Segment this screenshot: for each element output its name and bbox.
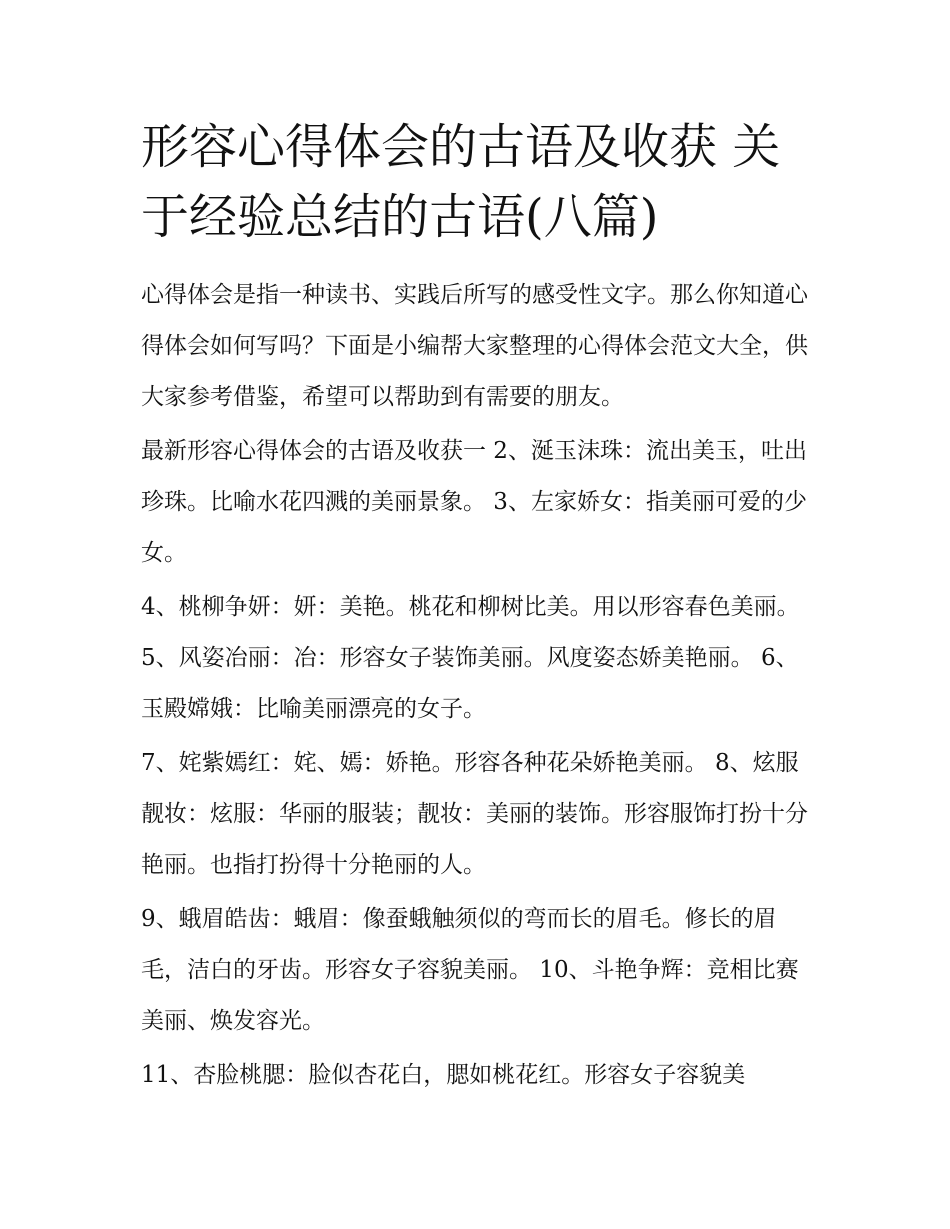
paragraph-intro: 心得体会是指一种读书、实践后所写的感受性文字。那么你知道心得体会如何写吗？下面是小编帮大家整理的心得体会范文大全，供大家参考借鉴，希望可以帮助到有需要的朋友。 — [141, 282, 808, 410]
paragraph-3: 7、姹紫嫣红：姹、嫣：娇艳。形容各种花朵娇艳美丽。 8、炫服靓妆：炫服：华丽的服装；靓妆：美丽的装饰。形容服饰打扮十分艳丽。也指打扮得十分艳丽的人。 — [141, 750, 808, 878]
paragraph-2: 4、桃柳争妍：妍：美艳。桃花和柳树比美。用以形容春色美丽。 5、风姿冶丽：冶：形容女子装饰美丽。风度姿态娇美艳丽。 6、玉殿嫦娥：比喻美丽漂亮的女子。 — [141, 594, 800, 722]
paragraph-4: 9、蛾眉皓齿：蛾眉：像蚕蛾触须似的弯而长的眉毛。修长的眉毛，洁白的牙齿。形容女子容貌美丽。 10、斗艳争辉：竞相比赛美丽、焕发容光。 — [141, 906, 799, 1034]
paragraph-1: 最新形容心得体会的古语及收获一 2、涎玉沫珠：流出美玉，吐出珍珠。比喻水花四溅的美丽景象。 3、左家娇女：指美丽可爱的少女。 — [141, 438, 807, 566]
document-body — [141, 112, 821, 1104]
document-title: 形容心得体会的古语及收获 关于经验总结的古语(八篇) — [141, 119, 781, 245]
paragraph-5: 11、杏脸桃腮：脸似杏花白，腮如桃花红。形容女子容貌美 — [141, 1062, 746, 1088]
